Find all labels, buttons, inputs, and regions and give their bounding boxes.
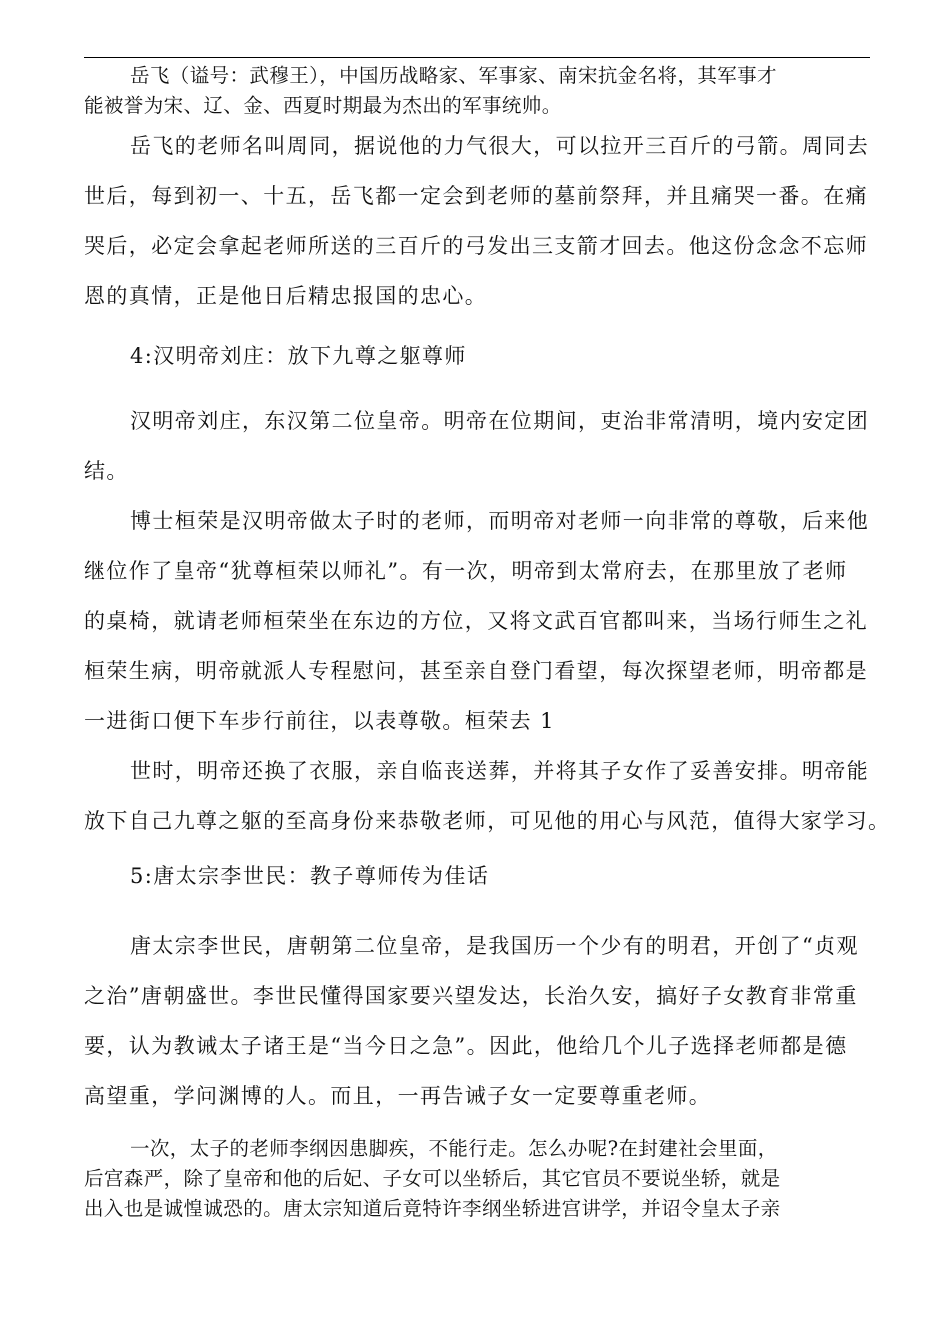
text-line: 出入也是诚惶诚恐的。唐太宗知道后竟特许李纲坐轿进宫讲学，并诏令皇太子亲 [84,1197,781,1220]
text-line: 唐太宗李世民，唐朝第二位皇帝，是我国历一个少有的明君，开创了“贞观 [130,934,859,958]
text-line: 一进街口便下车步行前往，以表尊敬。桓荣去 1 [84,709,555,733]
text-line: 能被誉为宋、辽、金、西夏时期最为杰出的军事统帅。 [84,94,562,117]
text-line: 桓荣生病，明帝就派人专程慰问，甚至亲自登门看望，每次探望老师，明帝都是 [84,659,868,683]
text-line: 要，认为教诫太子诸王是“当今日之急”。因此，他给几个儿子选择老师都是德 [84,1034,848,1058]
text-line: 高望重，学问渊博的人。而且，一再告诫子女一定要尊重老师。 [84,1084,712,1108]
section-heading-4: 4:汉明帝刘庄：放下九尊之躯尊师 [130,344,467,368]
text-line: 世时，明帝还换了衣服，亲自临丧送葬，并将其子女作了妥善安排。明帝能 [130,759,870,783]
text-line: 岳飞（谥号：武穆王），中国历战略家、军事家、南宋抗金名将，其军事才 [130,64,777,87]
text-line: 结。 [84,459,129,483]
text-line: 一次，太子的老师李纲因患脚疾，不能行走。怎么办呢?在封建社会里面， [130,1137,778,1160]
text-line: 汉明帝刘庄，东汉第二位皇帝。明帝在位期间，吏治非常清明，境内安定团 [130,409,870,433]
text-line: 恩的真情，正是他日后精忠报国的忠心。 [84,284,488,308]
text-line: 哭后，必定会拿起老师所送的三百斤的弓发出三支箭才回去。他这份念念不忘师 [84,234,868,258]
text-line: 之治”唐朝盛世。李世民懂得国家要兴望发达，长治久安，搞好子女教育非常重 [84,984,858,1008]
text-line: 的桌椅，就请老师桓荣坐在东边的方位，又将文武百官都叫来，当场行师生之礼 [84,609,868,633]
section-heading-5: 5:唐太宗李世民：教子尊师传为佳话 [130,864,490,888]
text-line: 博士桓荣是汉明帝做太子时的老师，而明帝对老师一向非常的尊敬，后来他 [130,509,870,533]
text-line: 放下自己九尊之躯的至高身份来恭敬老师，可见他的用心与风范，值得大家学习。 [84,809,891,833]
text-line: 继位作了皇帝“犹尊桓荣以师礼”。有一次，明帝到太常府去，在那里放了老师 [84,559,848,583]
text-line: 后宫森严，除了皇帝和他的后妃、子女可以坐轿后，其它官员不要说坐轿，就是 [84,1167,781,1190]
text-line: 世后，每到初一、十五，岳飞都一定会到老师的墓前祭拜，并且痛哭一番。在痛 [84,184,868,208]
header-rule [84,57,870,58]
text-line: 岳飞的老师名叫周同，据说他的力气很大，可以拉开三百斤的弓箭。周同去 [130,134,870,158]
